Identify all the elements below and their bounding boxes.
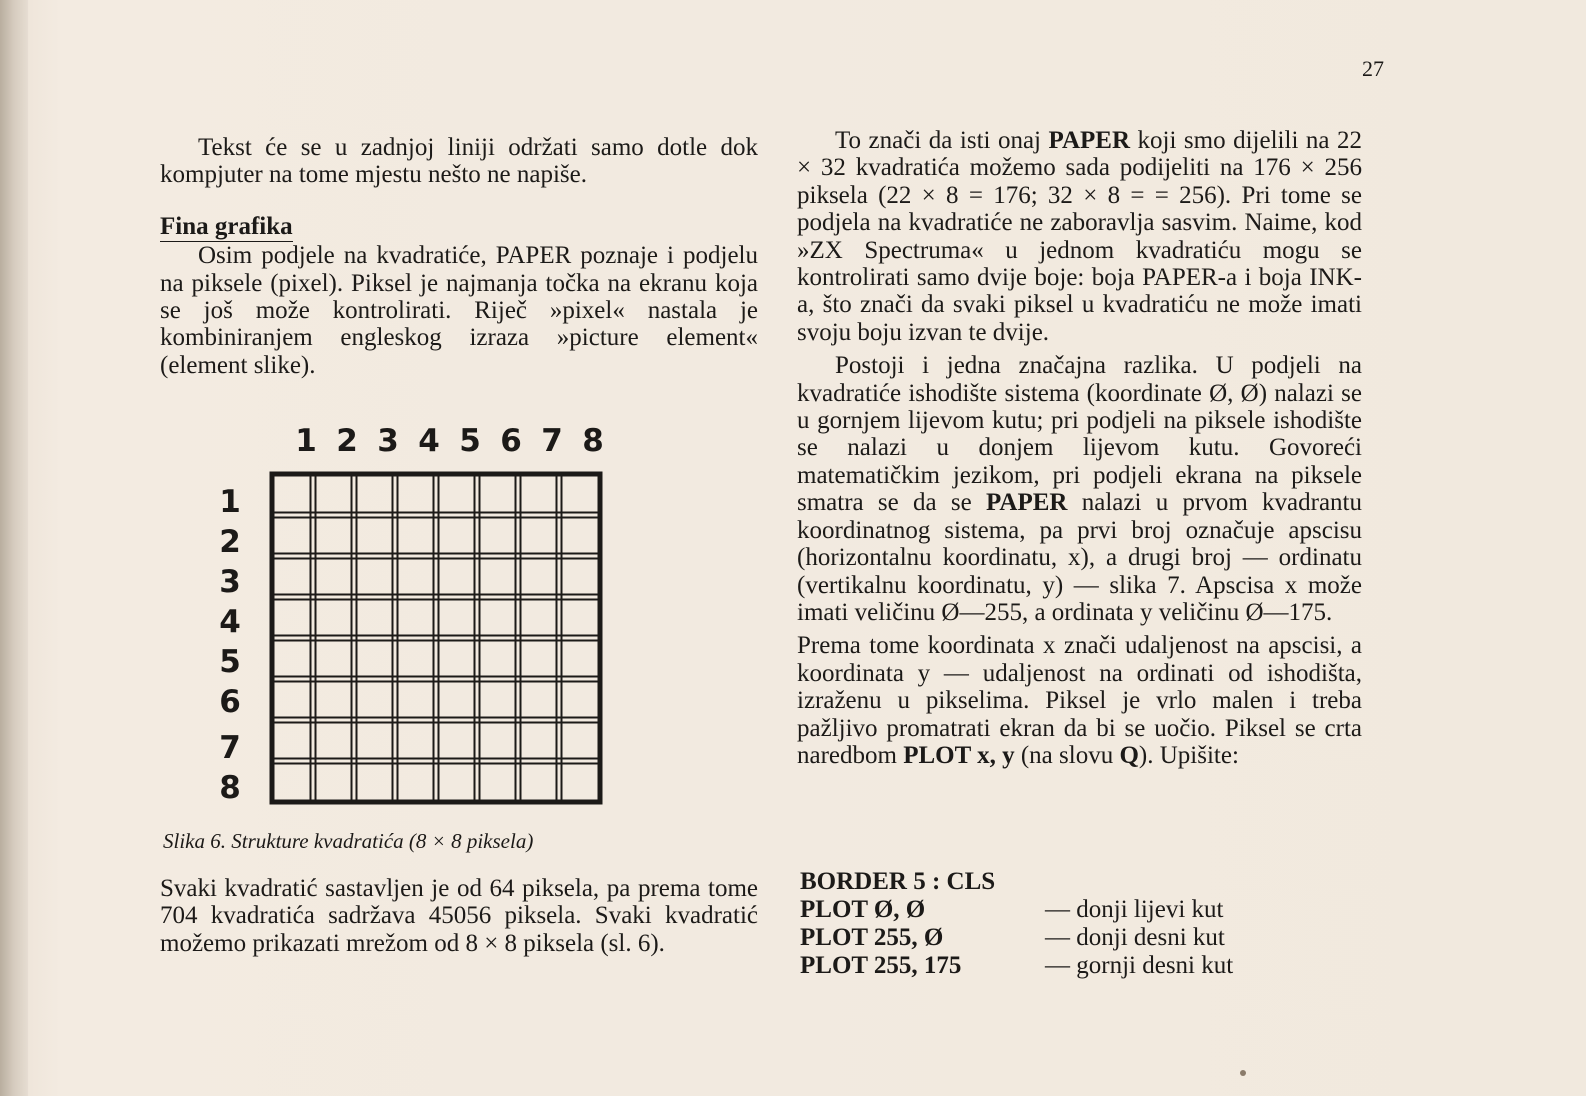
section-heading: Fina grafika bbox=[160, 213, 293, 242]
code-line bbox=[800, 896, 1360, 924]
square-paragraph-text: Svaki kvadratić sastavljen je od 64 piksela, pa prema tome 704 kvadratića sadržava 45056 piksela. Svaki kvadratić možemo prikazati mrežom od 8 × 8 piksela (sl. 6). bbox=[160, 875, 758, 957]
row-label: 6 bbox=[219, 684, 241, 720]
row-label: 2 bbox=[219, 524, 241, 560]
column-label: 2 bbox=[336, 423, 358, 459]
row-label: 4 bbox=[219, 604, 241, 640]
pixel-paragraph: Osim podjele na kvadratiće, PAPER poznaje i podjelu na piksele (pixel). Piksel je najmanja točka na ekranu koja se još može kontrolirati. Riječ »pixel« nastala je kombiniranjem engleskog izraza »picture element« (element slike). bbox=[160, 242, 758, 379]
pixel-grid-figure bbox=[268, 470, 604, 806]
book-binding bbox=[0, 0, 28, 1096]
text-run: Prema tome koordinata x znači udaljenost na apscisi, a koordinata y — udaljenost na ordinati od ishodišta, izraženu u pikselima. Piksel je vrlo malen i treba pažljivo promatrati ekran da bi se uočio. Piksel se crta naredbom bbox=[797, 632, 1362, 769]
column-label: 6 bbox=[500, 423, 522, 459]
right-column bbox=[797, 127, 1362, 769]
intro-paragraph: Tekst će se u zadnjoj liniji održati samo dotle dok kompjuter na tome mjestu nešto ne napiše. bbox=[160, 134, 758, 189]
code-line bbox=[800, 924, 1360, 952]
figure-caption: Slika 6. Strukture kvadratića (8 × 8 piksela) bbox=[163, 829, 534, 853]
row-label: 7 bbox=[219, 730, 241, 766]
code-comment: — donji lijevi kut bbox=[1045, 896, 1224, 923]
text-run: koji smo dijelili na 22 × 32 kvadratića možemo sada podijeliti na 176 × 256 piksela (22 × 8 = 176; 32 × 8 = = 256). Pri tome se podjela na kvadratiće ne zaboravlja sasvim. Naime, kod »ZX Spectruma« u jednom kvadratiću mogu se kontrolirati samo dvije boje: boja PAPER-a i boja INK-a, što znači da svaki piksel u kvadratiću ne može imati svoju boju izvan te dvije. bbox=[797, 127, 1363, 346]
row-label: 1 bbox=[219, 484, 241, 520]
code-line bbox=[800, 868, 1360, 896]
square-paragraph bbox=[160, 875, 758, 957]
text-run: To znači da isti onaj bbox=[835, 127, 1049, 154]
plot-paragraph bbox=[797, 632, 1362, 769]
code-listing bbox=[800, 868, 1360, 980]
paper-paragraph bbox=[797, 127, 1362, 346]
paper-keyword: PAPER bbox=[986, 489, 1068, 517]
left-column bbox=[160, 134, 758, 379]
page-number: 27 bbox=[1362, 56, 1384, 81]
column-label: 7 bbox=[541, 423, 563, 459]
grid-row-labels bbox=[212, 478, 248, 808]
text-run: nalazi u prvom kvadrantu koordinatnog sistema, pa prvi broj označuje apscisu (horizontalnu koordinatu, x), a drugi broj — ordinatu (vertikalnu koordinatu, y) — slika 7. Apscisa x može imati veličinu Ø—255, a ordinata y veličinu Ø—175. bbox=[797, 489, 1363, 626]
code-comment: — donji desni kut bbox=[1045, 924, 1225, 951]
text-run: Postoji i jedna značajna razlika. U podjeli na kvadratiće ishodište sistema (koordinate Ø, Ø) nalazi se u gornjem lijevom kutu; pri podjeli na piksele ishodište se nalazi u donjem lijevom kutu. Govoreći matematičkim jezikom, pri podjeli ekrana na piksele smatra se da se bbox=[797, 352, 1362, 517]
grid-column-labels bbox=[286, 423, 608, 463]
key-q: Q bbox=[1119, 741, 1139, 769]
grid-frame bbox=[272, 474, 600, 802]
paper-speck bbox=[1240, 1070, 1246, 1076]
column-label: 5 bbox=[459, 423, 481, 459]
code-line bbox=[800, 952, 1360, 980]
text-run: (na slovu bbox=[1014, 741, 1120, 769]
difference-paragraph bbox=[797, 352, 1362, 626]
code-command: BORDER 5 : CLS bbox=[800, 868, 996, 895]
code-comment: — gornji desni kut bbox=[1045, 952, 1234, 979]
column-label: 4 bbox=[418, 423, 440, 459]
code-comment bbox=[1045, 868, 1360, 896]
column-label: 1 bbox=[295, 423, 317, 459]
row-label: 3 bbox=[219, 564, 241, 600]
code-command: PLOT Ø, Ø bbox=[800, 896, 926, 923]
code-command: PLOT 255, 175 bbox=[800, 952, 962, 979]
column-label: 3 bbox=[377, 423, 399, 459]
column-label: 8 bbox=[582, 423, 604, 459]
code-command: PLOT 255, Ø bbox=[800, 924, 944, 951]
plot-keyword: PLOT x, y bbox=[903, 741, 1015, 769]
row-label: 5 bbox=[219, 644, 241, 680]
row-label: 8 bbox=[219, 770, 241, 806]
text-run: ). Upišite: bbox=[1138, 741, 1239, 769]
paper-keyword: PAPER bbox=[1048, 127, 1131, 154]
